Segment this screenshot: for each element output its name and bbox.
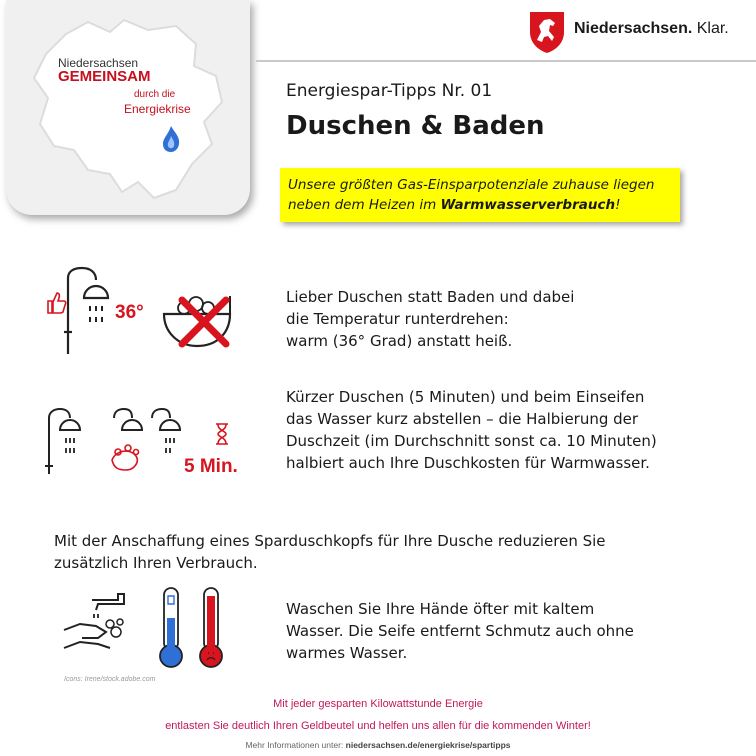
more-info-link[interactable]: niedersachsen.de/energiekrise/spartipps <box>345 740 511 750</box>
tip-cold-handwashing: Waschen Sie Ihre Hände öfter mit kaltem Wasser. Die Seife entfernt Schmutz auch ohne warmes Wasser. <box>286 600 634 662</box>
shower-sequence-icon <box>44 406 184 482</box>
campaign-badge <box>6 0 250 215</box>
brand-suffix: Klar. <box>696 20 729 37</box>
hand-washing-icon <box>58 590 130 654</box>
tip-shower-temperature: Lieber Duschen statt Baden und dabei die Temperatur runterdrehen: warm (36° Grad) anstatt heiß. <box>286 288 575 350</box>
shower-icon <box>62 266 112 356</box>
tip-saving-showerhead: Mit der Anschaffung eines Sparduschkopfs für Ihre Dusche reduzieren Sie zusätzlich Ihren Verbrauch. <box>54 532 606 572</box>
header-divider <box>256 60 756 62</box>
highlight-callout <box>280 168 680 222</box>
tips-kicker: Energiespar-Tipps Nr. 01 <box>286 81 493 101</box>
horse-coat-of-arms-icon <box>528 10 566 54</box>
tip-shower-duration: Kürzer Duschen (5 Minuten) und beim Einseifen das Wasser kurz abstellen – die Halbierung der Duschzeit (im Durchschnitt sonst ca. 10 Minuten) halbiert auch Ihre Duschkosten für Warmwasser. <box>286 388 657 472</box>
temperature-label: 36° <box>115 302 144 323</box>
hourglass-icon <box>214 422 230 446</box>
footer-more-info: Mehr Informationen unter: niedersachsen.de/energiekrise/spartipps <box>245 740 511 750</box>
badge-line-2: GEMEINSAM <box>58 68 151 85</box>
footer-line-2: entlasten Sie deutlich Ihren Geldbeutel und helfen uns allen für die kommenden Winter! <box>165 720 591 732</box>
brand-wordmark <box>574 20 729 38</box>
gas-flame-icon <box>160 124 182 154</box>
badge-line-3: durch die <box>134 89 176 100</box>
footer-line-1: Mit jeder gesparten Kilowattstunde Energie <box>273 698 483 710</box>
callout-text: Unsere größten Gas-Einsparpotenziale zuhause liegen neben dem Heizen im Warmwasserverbrauch! <box>288 177 655 213</box>
hot-thermometer-icon <box>196 586 226 670</box>
brand-name: Niedersachsen. <box>574 20 693 37</box>
bathtub-crossed-icon <box>160 292 238 352</box>
badge-line-1: Niedersachsen <box>58 56 139 70</box>
page-title: Duschen & Baden <box>286 111 545 141</box>
icon-credit: Icons: Irene/stock.adobe.com <box>64 676 156 683</box>
badge-line-4: Energiekrise <box>124 102 191 116</box>
cold-thermometer-icon <box>156 586 186 670</box>
duration-label: 5 Min. <box>184 456 238 477</box>
